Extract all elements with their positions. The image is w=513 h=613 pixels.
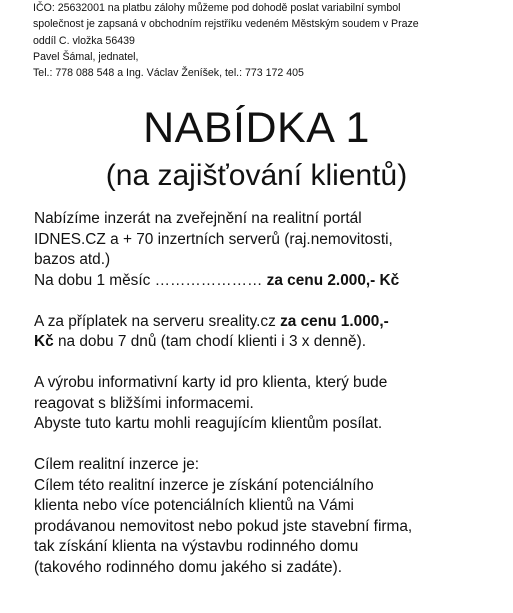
header-line-director: Pavel Šámal, jednatel, [33, 50, 139, 63]
goal-line: prodávanou nemovitost nebo pokud jste stavební firma, [34, 517, 413, 535]
offer-sreality-line [34, 312, 504, 333]
offer-card-line: Abyste tuto kartu mohli reagujícím klientům posílat. [34, 415, 383, 432]
offer-card-line: A výrobu informativní karty id pro klienta, který bude [34, 374, 388, 391]
offer-sreality [34, 312, 504, 353]
offer-idnes-line: bazos atd.) [34, 251, 111, 268]
offer-sreality-price: za cenu 1.000,- [280, 312, 389, 330]
header-line-registry: společnost je zapsaná v obchodním rejstříku vedeném Městským soudem v Praze [33, 18, 419, 31]
offer-idnes-line: Nabízíme inzerát na zveřejnění na realitní portál [34, 210, 362, 227]
offer-sreality-currency: Kč [34, 333, 54, 350]
document-title: NABÍDKA 1 [143, 104, 370, 152]
offer-card [34, 373, 504, 435]
header-line-ico: IČO: 25632001 na platbu zálohy můžeme pod dohodě poslat variabilní symbol [33, 2, 401, 14]
goal-line: Cílem této realitní inzerce je získání potenciálního [34, 476, 374, 494]
offer-idnes-price: za cenu 2.000,- Kč [266, 271, 400, 289]
header-line-section: oddíl C. vložka 56439 [33, 34, 135, 47]
offer-sreality-text: A za příplatek na serveru sreality.cz [34, 312, 281, 330]
offer-body [34, 209, 504, 578]
goal-line: (takového rodinného domu jakého si zadáte). [34, 558, 343, 576]
offer-sreality-line [34, 332, 504, 353]
offer-idnes-price-line [34, 271, 504, 292]
goal-section [34, 455, 504, 578]
paragraph-gap [34, 291, 504, 312]
offer-idnes-line: IDNES.CZ a + 70 inzertních serverů (raj.nemovitosti, [34, 230, 393, 248]
goal-line: klienta nebo více potenciálních klientů na Vámi [34, 497, 354, 514]
header-line-phones: Tel.: 778 088 548 a Ing. Václav Ženíšek, tel.: 773 172 405 [33, 67, 304, 80]
goal-line: tak získání klienta na výstavbu rodinného domu [34, 538, 359, 555]
offer-idnes [34, 209, 504, 291]
document-subtitle: (na zajišťování klientů) [105, 159, 408, 192]
company-header [33, 0, 503, 81]
paragraph-gap [34, 435, 504, 456]
offer-idnes-duration: Na dobu 1 měsíc ………………… [34, 271, 267, 289]
offer-card-line: reagovat s bližšími informacemi. [34, 394, 254, 412]
paragraph-gap [34, 353, 504, 374]
goal-heading: Cílem realitní inzerce je: [34, 456, 200, 473]
offer-sreality-duration: na dobu 7 dnů (tam chodí klienti i 3 x denně). [53, 333, 366, 350]
